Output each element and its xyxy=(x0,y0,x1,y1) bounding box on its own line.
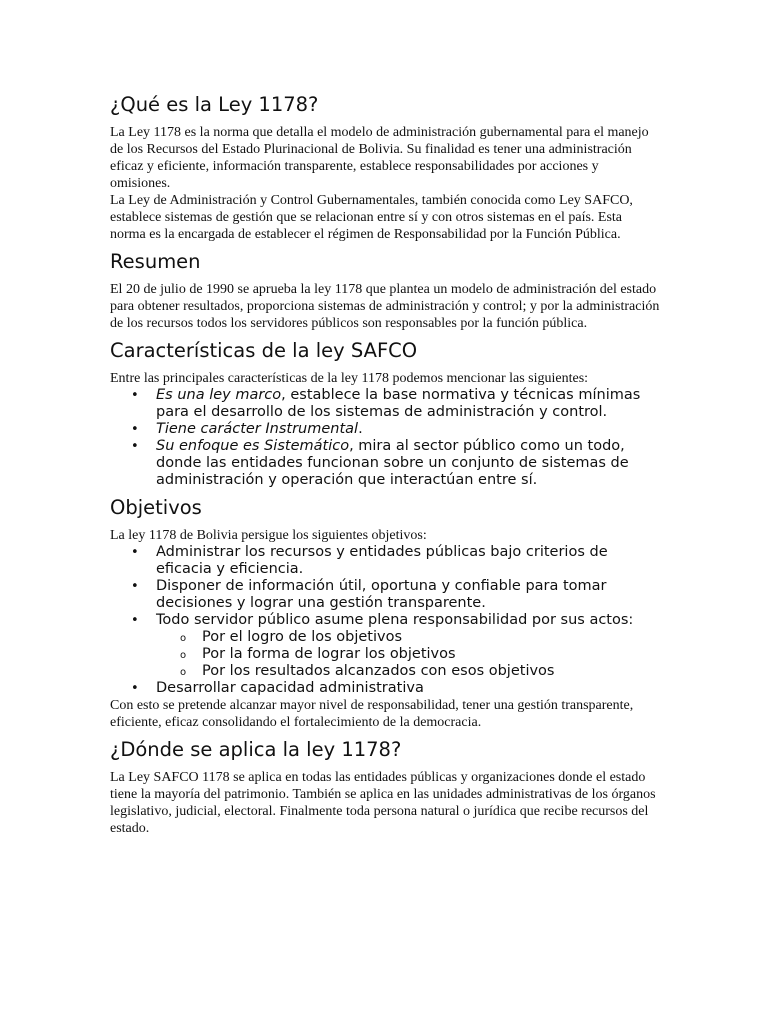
list-item xyxy=(110,438,660,489)
item-text: , mira al sector público como un todo, donde las entidades funcionan sobre un conjunto de sistemas de administración y operación que interactúan entre sí. xyxy=(156,438,629,488)
list-item xyxy=(110,421,660,438)
paragraph-definicion: La Ley 1178 es la norma que detalla el modelo de administración gubernamental para el manejo de los Recursos del Estado Plurinacional de Bolivia. Su finalidad es tener una administración eficaz y eficiente, información transparente, establece responsabilidades por acciones y omisiones. xyxy=(110,125,649,191)
item-emphasis: Tiene carácter Instrumental xyxy=(156,421,359,437)
subitem-text: Por la forma de lograr los objetivos xyxy=(202,646,456,662)
list-item xyxy=(110,680,660,697)
circle-bullet-icon: o xyxy=(180,633,187,644)
sublist-container xyxy=(110,629,660,680)
heading-donde-se-aplica: ¿Dónde se aplica la ley 1178? xyxy=(110,738,402,761)
paragraph-aplicacion: La Ley SAFCO 1178 se aplica en todas las entidades públicas y organizaciones donde el estado tiene la mayoría del patrimonio. También se aplica en las unidades administrativas de los órganos legislativo, judicial, electoral. Finalmente toda persona natural o jurídica que recibe recursos del estado. xyxy=(110,770,656,836)
paragraph-ley-safco: La Ley de Administración y Control Gubernamentales, también conocida como Ley SAFCO, establece sistemas de gestión que se relacionan entre sí y con otros sistemas en el país. Esta norma es la encargada de establecer el régimen de Responsabilidad por la Función Pública. xyxy=(110,193,633,242)
bullet-icon: • xyxy=(131,439,139,454)
list-item xyxy=(110,544,660,578)
subitem-text: Por los resultados alcanzados con esos objetivos xyxy=(202,663,555,679)
bullet-icon: • xyxy=(131,613,139,628)
bullet-icon: • xyxy=(131,579,139,594)
paragraph-objetivos-outro: Con esto se pretende alcanzar mayor nivel de responsabilidad, tener una gestión transparente, eficiente, eficaz consolidando el fortalecimiento de la democracia. xyxy=(110,698,634,730)
list-objetivos xyxy=(110,544,660,697)
paragraph-objetivos-intro: La ley 1178 de Bolivia persigue los siguientes objetivos: xyxy=(110,528,427,543)
item-text: Administrar los recursos y entidades públicas bajo criterios de eficacia y eficiencia. xyxy=(156,544,608,577)
bullet-icon: • xyxy=(131,545,139,560)
list-responsabilidad xyxy=(110,629,660,680)
item-emphasis: Es una ley marco xyxy=(156,387,282,403)
heading-resumen: Resumen xyxy=(110,250,201,273)
paragraph-resumen: El 20 de julio de 1990 se aprueba la ley 1178 que plantea un modelo de administración del estado para obtener resultados, proporciona sistemas de administración y control; y por la administración de los recursos todos los servidores públicos son responsables por la función pública. xyxy=(110,282,660,331)
bullet-icon: • xyxy=(131,422,139,437)
subitem-text: Por el logro de los objetivos xyxy=(202,629,402,645)
heading-que-es-ley: ¿Qué es la Ley 1178? xyxy=(110,93,319,116)
item-text: Desarrollar capacidad administrativa xyxy=(156,680,424,696)
sublist-item xyxy=(110,629,660,646)
heading-objetivos: Objetivos xyxy=(110,496,202,519)
sublist-item xyxy=(110,663,660,680)
heading-caracteristicas: Características de la ley SAFCO xyxy=(110,339,418,362)
item-emphasis: Su enfoque es Sistemático xyxy=(156,438,350,454)
bullet-icon: • xyxy=(131,388,139,403)
document-page xyxy=(110,92,660,837)
circle-bullet-icon: o xyxy=(180,667,187,678)
item-text: . xyxy=(358,421,363,437)
list-item xyxy=(110,612,660,629)
list-caracteristicas xyxy=(110,387,660,489)
circle-bullet-icon: o xyxy=(180,650,187,661)
paragraph-caracteristicas-intro: Entre las principales características de la ley 1178 podemos mencionar las siguientes: xyxy=(110,371,589,386)
item-text: Todo servidor público asume plena responsabilidad por sus actos: xyxy=(156,612,634,628)
item-text: , establece la base normativa y técnicas mínimas para el desarrollo de los sistemas de administración y control. xyxy=(156,387,641,420)
item-text: Disponer de información útil, oportuna y confiable para tomar decisiones y lograr una gestión transparente. xyxy=(156,578,607,611)
bullet-icon: • xyxy=(131,681,139,696)
list-item xyxy=(110,387,660,421)
list-item xyxy=(110,578,660,612)
sublist-item xyxy=(110,646,660,663)
